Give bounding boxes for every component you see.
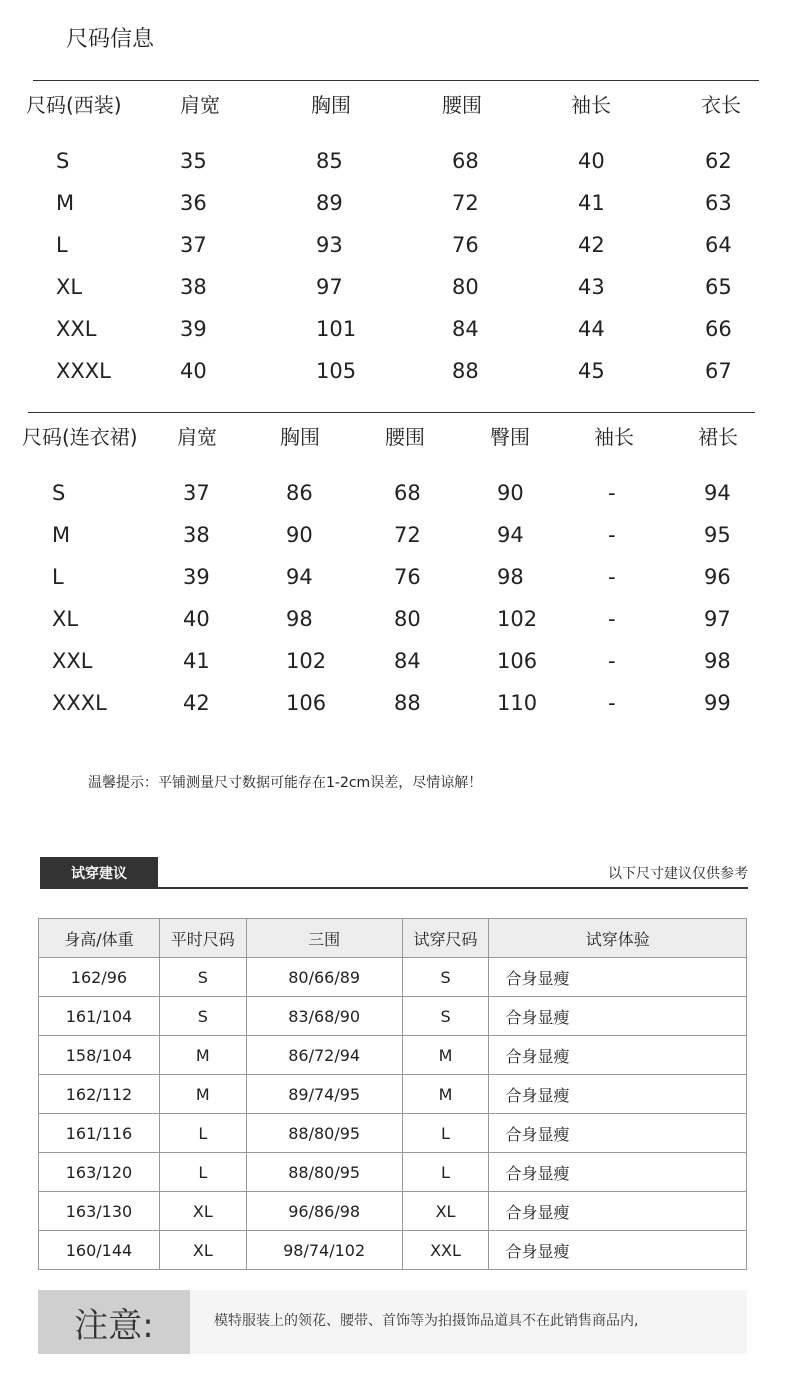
value-cell: 88 — [394, 691, 421, 715]
experience-cell: 合身显瘦 — [489, 1231, 747, 1270]
size-cell: XXXL — [56, 359, 111, 383]
measurements-cell: 88/80/95 — [246, 1153, 402, 1192]
size-cell: XXXL — [52, 691, 107, 715]
experience-cell: 合身显瘦 — [489, 1075, 747, 1114]
suit-header-waist: 腰围 — [442, 93, 482, 117]
table-row — [0, 565, 790, 607]
suit-header-sleeve: 袖长 — [571, 93, 611, 117]
value-cell: - — [608, 691, 616, 715]
value-cell: 65 — [705, 275, 732, 299]
experience-cell: 合身显瘦 — [489, 1192, 747, 1231]
title-divider — [33, 80, 759, 81]
value-cell: 42 — [183, 691, 210, 715]
value-cell: 40 — [180, 359, 207, 383]
dress-header-waist: 腰围 — [385, 425, 425, 449]
notice-label: 注意: — [38, 1290, 190, 1354]
value-cell: 90 — [286, 523, 313, 547]
value-cell: 80 — [394, 607, 421, 631]
size-cell: L — [56, 233, 68, 257]
value-cell: 98 — [286, 607, 313, 631]
usual-size-cell: XL — [159, 1192, 246, 1231]
table-row — [0, 649, 790, 691]
value-cell: 41 — [183, 649, 210, 673]
experience-cell: 合身显瘦 — [489, 1153, 747, 1192]
dress-header-sleeve: 袖长 — [594, 425, 634, 449]
header-measurements: 三围 — [246, 919, 402, 958]
suit-header-chest: 胸围 — [311, 93, 351, 117]
value-cell: 106 — [497, 649, 538, 673]
value-cell: 85 — [316, 149, 343, 173]
trial-size-cell: M — [402, 1075, 489, 1114]
table-row — [0, 523, 790, 565]
value-cell: 66 — [705, 317, 732, 341]
value-cell: 102 — [497, 607, 538, 631]
size-cell: XXL — [56, 317, 97, 341]
measurements-cell: 96/86/98 — [246, 1192, 402, 1231]
trial-fit-table — [38, 918, 747, 1270]
value-cell: 44 — [578, 317, 605, 341]
measurement-tip: 温馨提示：平铺测量尺寸数据可能存在1-2cm误差，尽情谅解！ — [88, 775, 483, 791]
height-weight-cell: 160/144 — [39, 1231, 160, 1270]
value-cell: 102 — [286, 649, 327, 673]
trial-size-cell: L — [402, 1153, 489, 1192]
value-cell: 76 — [394, 565, 421, 589]
dress-header-shoulder: 肩宽 — [177, 425, 217, 449]
size-cell: L — [52, 565, 64, 589]
trial-label: 试穿建议 — [40, 857, 158, 889]
header-trial-size: 试穿尺码 — [402, 919, 489, 958]
value-cell: - — [608, 607, 616, 631]
usual-size-cell: S — [159, 997, 246, 1036]
height-weight-cell: 162/112 — [39, 1075, 160, 1114]
trial-size-cell: XXL — [402, 1231, 489, 1270]
value-cell: - — [608, 565, 616, 589]
table-row — [0, 359, 790, 401]
size-cell: S — [56, 149, 70, 173]
height-weight-cell: 163/130 — [39, 1192, 160, 1231]
notice-banner — [38, 1290, 747, 1354]
trial-reference-note: 以下尺寸建议仅供参考 — [608, 866, 748, 882]
table-row — [0, 149, 790, 191]
value-cell: 95 — [704, 523, 731, 547]
value-cell: 67 — [705, 359, 732, 383]
value-cell: 38 — [183, 523, 210, 547]
table-row — [0, 191, 790, 233]
value-cell: 99 — [704, 691, 731, 715]
experience-cell: 合身显瘦 — [489, 997, 747, 1036]
value-cell: 88 — [452, 359, 479, 383]
dress-header-length: 裙长 — [698, 425, 738, 449]
value-cell: 96 — [704, 565, 731, 589]
value-cell: 72 — [394, 523, 421, 547]
table-row — [39, 1114, 747, 1153]
height-weight-cell: 161/104 — [39, 997, 160, 1036]
usual-size-cell: M — [159, 1036, 246, 1075]
measurements-cell: 98/74/102 — [246, 1231, 402, 1270]
value-cell: 101 — [316, 317, 357, 341]
experience-cell: 合身显瘦 — [489, 1036, 747, 1075]
notice-text: 模特服装上的领花、腰带、首饰等为拍摄饰品道具不在此销售商品内, — [214, 1313, 639, 1329]
value-cell: 37 — [183, 481, 210, 505]
value-cell: 98 — [704, 649, 731, 673]
usual-size-cell: L — [159, 1153, 246, 1192]
value-cell: 63 — [705, 191, 732, 215]
table-row — [39, 1192, 747, 1231]
value-cell: 62 — [705, 149, 732, 173]
value-cell: 68 — [394, 481, 421, 505]
value-cell: 97 — [316, 275, 343, 299]
table-row — [39, 1153, 747, 1192]
value-cell: 94 — [704, 481, 731, 505]
value-cell: 106 — [286, 691, 327, 715]
dress-header-chest: 胸围 — [280, 425, 320, 449]
value-cell: 40 — [578, 149, 605, 173]
measurements-cell: 86/72/94 — [246, 1036, 402, 1075]
value-cell: 36 — [180, 191, 207, 215]
value-cell: 38 — [180, 275, 207, 299]
value-cell: 35 — [180, 149, 207, 173]
value-cell: 43 — [578, 275, 605, 299]
table-row — [39, 958, 747, 997]
table-row — [39, 1231, 747, 1270]
value-cell: 94 — [497, 523, 524, 547]
measurements-cell: 89/74/95 — [246, 1075, 402, 1114]
value-cell: 110 — [497, 691, 538, 715]
usual-size-cell: S — [159, 958, 246, 997]
dress-size-table — [0, 421, 790, 733]
value-cell: 40 — [183, 607, 210, 631]
height-weight-cell: 158/104 — [39, 1036, 160, 1075]
value-cell: 93 — [316, 233, 343, 257]
table-row — [39, 997, 747, 1036]
value-cell: 39 — [180, 317, 207, 341]
suit-size-table — [0, 89, 790, 401]
size-cell: XL — [52, 607, 79, 631]
table-row — [0, 317, 790, 359]
value-cell: - — [608, 481, 616, 505]
table-row — [0, 275, 790, 317]
trial-size-cell: S — [402, 958, 489, 997]
value-cell: 45 — [578, 359, 605, 383]
value-cell: 97 — [704, 607, 731, 631]
value-cell: 84 — [452, 317, 479, 341]
value-cell: - — [608, 649, 616, 673]
value-cell: 41 — [578, 191, 605, 215]
value-cell: 86 — [286, 481, 313, 505]
value-cell: 80 — [452, 275, 479, 299]
table-row — [0, 233, 790, 275]
page-title: 尺码信息 — [66, 27, 155, 52]
size-cell: XXL — [52, 649, 93, 673]
header-height-weight: 身高/体重 — [39, 919, 160, 958]
table-divider — [28, 412, 755, 413]
table-row — [39, 1075, 747, 1114]
dress-header-size: 尺码(连衣裙) — [22, 425, 138, 449]
trial-size-cell: M — [402, 1036, 489, 1075]
trial-size-cell: S — [402, 997, 489, 1036]
value-cell: 90 — [497, 481, 524, 505]
height-weight-cell: 162/96 — [39, 958, 160, 997]
value-cell: 105 — [316, 359, 357, 383]
measurements-cell: 88/80/95 — [246, 1114, 402, 1153]
value-cell: 42 — [578, 233, 605, 257]
suit-header-length: 衣长 — [701, 93, 741, 117]
value-cell: 37 — [180, 233, 207, 257]
table-row — [39, 1036, 747, 1075]
value-cell: 39 — [183, 565, 210, 589]
size-cell: M — [56, 191, 75, 215]
measurements-cell: 80/66/89 — [246, 958, 402, 997]
value-cell: 76 — [452, 233, 479, 257]
value-cell: 72 — [452, 191, 479, 215]
size-cell: S — [52, 481, 66, 505]
trial-header-row — [39, 919, 747, 958]
trial-size-cell: L — [402, 1114, 489, 1153]
header-experience: 试穿体验 — [489, 919, 747, 958]
value-cell: 98 — [497, 565, 524, 589]
size-cell: XL — [56, 275, 83, 299]
measurements-cell: 83/68/90 — [246, 997, 402, 1036]
value-cell: 94 — [286, 565, 313, 589]
experience-cell: 合身显瘦 — [489, 958, 747, 997]
trial-size-cell: XL — [402, 1192, 489, 1231]
value-cell: - — [608, 523, 616, 547]
experience-cell: 合身显瘦 — [489, 1114, 747, 1153]
value-cell: 89 — [316, 191, 343, 215]
usual-size-cell: XL — [159, 1231, 246, 1270]
table-row — [0, 691, 790, 733]
dress-header-hip: 臀围 — [490, 425, 530, 449]
size-cell: M — [52, 523, 71, 547]
table-row — [0, 481, 790, 523]
usual-size-cell: M — [159, 1075, 246, 1114]
height-weight-cell: 163/120 — [39, 1153, 160, 1192]
height-weight-cell: 161/116 — [39, 1114, 160, 1153]
value-cell: 68 — [452, 149, 479, 173]
trial-section-header — [40, 857, 748, 889]
value-cell: 64 — [705, 233, 732, 257]
suit-header-size: 尺码(西装) — [26, 93, 122, 117]
header-usual-size: 平时尺码 — [159, 919, 246, 958]
table-row — [0, 607, 790, 649]
suit-header-shoulder: 肩宽 — [180, 93, 220, 117]
value-cell: 84 — [394, 649, 421, 673]
usual-size-cell: L — [159, 1114, 246, 1153]
suit-header-row — [0, 89, 790, 131]
dress-header-row — [0, 421, 790, 463]
